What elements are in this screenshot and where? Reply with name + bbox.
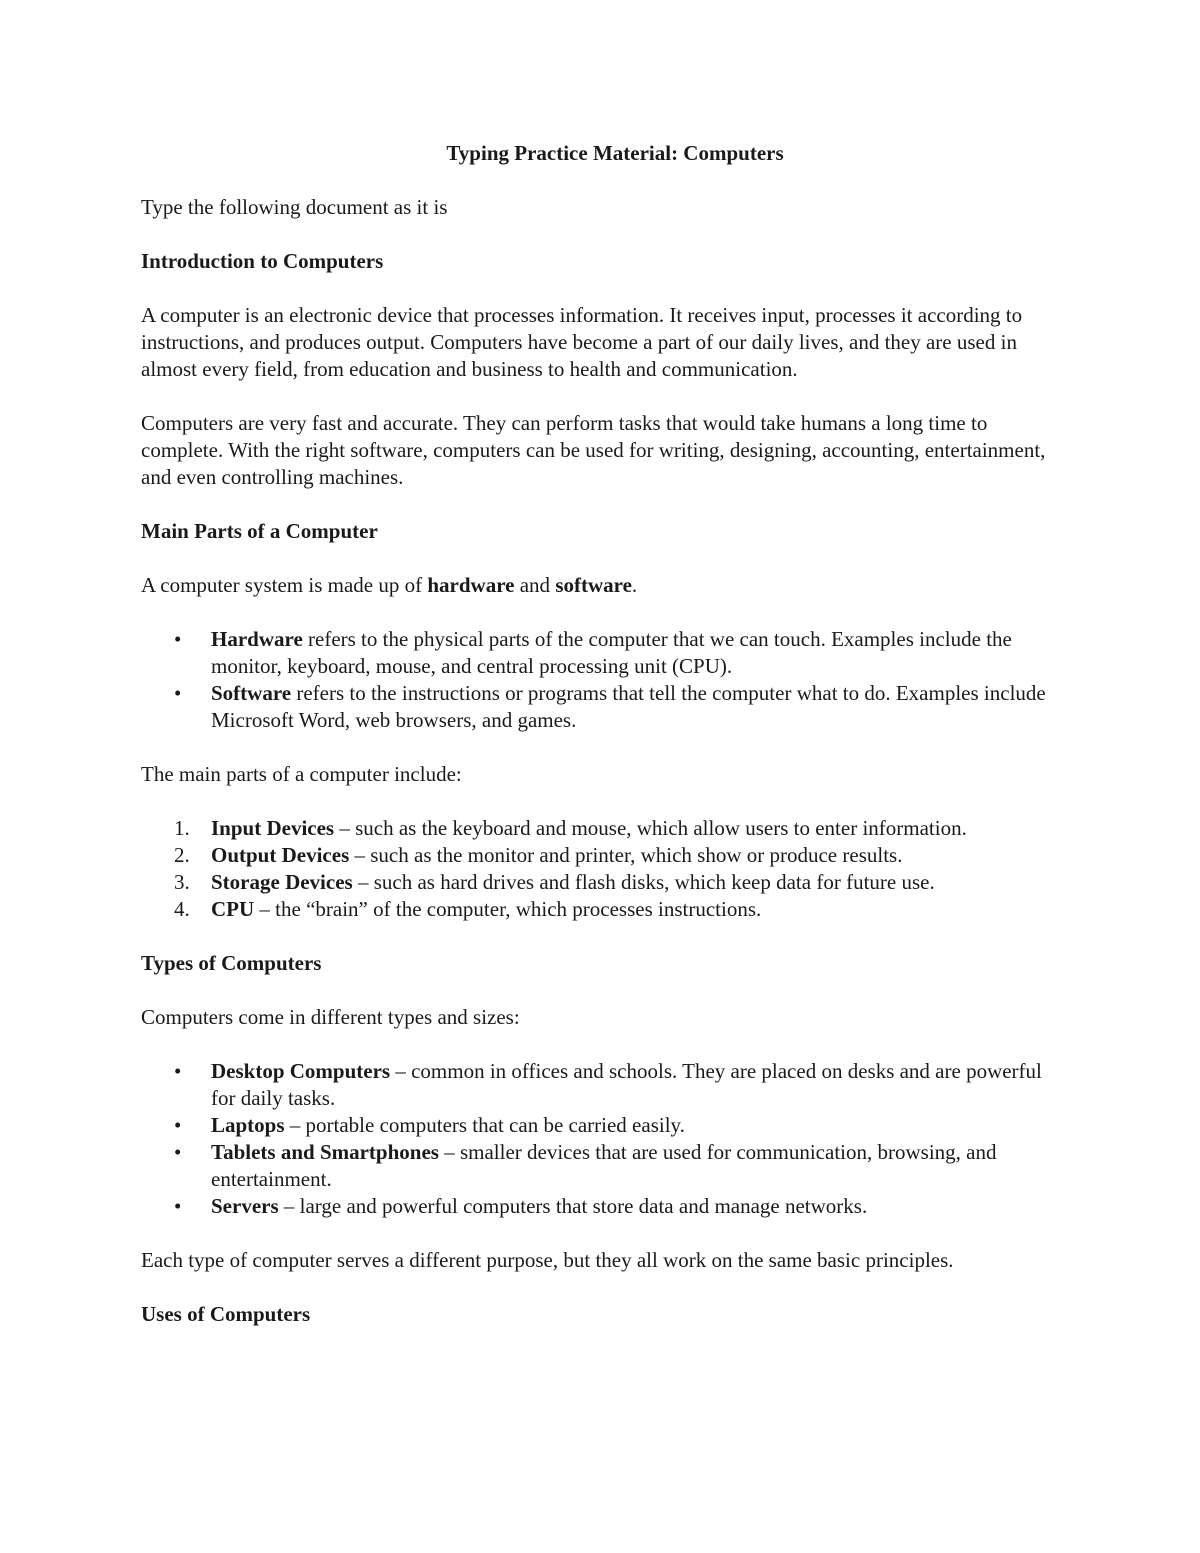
list-item-text: refers to the instructions or programs that tell the computer what to do. Examples include Microsoft Word, web browsers, and games.: [211, 681, 1046, 732]
list-item-term: Servers: [211, 1194, 279, 1218]
system-intro-pre: A computer system is made up of: [141, 573, 428, 597]
numbered-item-text: – the “brain” of the computer, which processes instructions.: [254, 897, 762, 921]
numbered-item-term: CPU: [211, 897, 255, 921]
list-item-text: – large and powerful computers that store data and manage networks.: [278, 1194, 868, 1218]
numbered-item: [141, 815, 1071, 842]
types-list: [141, 1058, 1071, 1220]
system-intro-post: .: [631, 573, 638, 597]
term-software: software: [555, 573, 632, 597]
list-item: [141, 1058, 1071, 1112]
bullet-icon: •: [174, 627, 182, 651]
list-item-term: Software: [211, 681, 292, 705]
instruction-text: Type the following document as it is: [141, 195, 448, 219]
bullet-icon: •: [174, 1113, 182, 1137]
bullet-icon: •: [174, 1059, 182, 1083]
list-item: [141, 1139, 1071, 1193]
numbered-item-text: – such as hard drives and flash disks, which keep data for future use.: [352, 870, 935, 894]
list-item-text: – common in offices and schools. They are placed on desks and are powerful for daily tasks.: [211, 1059, 1042, 1110]
numbered-item-text: – such as the monitor and printer, which show or produce results.: [349, 843, 903, 867]
list-item-term: Tablets and Smartphones: [211, 1140, 439, 1164]
numbered-item-text: – such as the keyboard and mouse, which allow users to enter information.: [334, 816, 967, 840]
list-item-term: Laptops: [211, 1113, 285, 1137]
types-closing: Each type of computer serves a different purpose, but they all work on the same basic principles.: [141, 1248, 954, 1272]
list-item: [141, 1112, 1071, 1139]
list-item-text: refers to the physical parts of the computer that we can touch. Examples include the monitor, keyboard, mouse, and central processing unit (CPU).: [211, 627, 1012, 678]
numbered-item-term: Output Devices: [211, 843, 350, 867]
bullet-icon: •: [174, 1194, 182, 1218]
intro-paragraph-1: A computer is an electronic device that processes information. It receives input, processes it according to instructions, and produces output. Computers have become a part of our daily lives, and they are used in almost every field, from education and business to health and communication.: [141, 303, 1023, 381]
list-item: [141, 680, 1071, 734]
bullet-icon: •: [174, 681, 182, 705]
bullet-icon: •: [174, 1140, 182, 1164]
list-item-term: Hardware: [211, 627, 303, 651]
list-item-term: Desktop Computers: [211, 1059, 391, 1083]
numbered-item-term: Input Devices: [211, 816, 335, 840]
term-hardware: hardware: [427, 573, 515, 597]
numbered-item: [141, 896, 1071, 923]
list-item: [141, 1193, 1071, 1220]
numbered-item: [141, 842, 1071, 869]
item-number: 1.: [174, 816, 190, 840]
main-parts-numbered-list: [141, 815, 1071, 923]
hardware-software-list: [141, 626, 1071, 734]
numbered-item-term: Storage Devices: [211, 870, 353, 894]
item-number: 2.: [174, 843, 190, 867]
list-item-text: – smaller devices that are used for communication, browsing, and entertainment.: [211, 1140, 997, 1191]
item-number: 4.: [174, 897, 190, 921]
document-title: Typing Practice Material: Computers: [446, 141, 784, 165]
intro-paragraph-2: Computers are very fast and accurate. They can perform tasks that would take humans a long time to complete. With the right software, computers can be used for writing, designing, accounting, entertainment, and even controlling machines.: [141, 411, 1046, 489]
main-parts-intro: The main parts of a computer include:: [141, 762, 462, 786]
system-intro-mid: and: [514, 573, 556, 597]
item-number: 3.: [174, 870, 190, 894]
section-heading-introduction: Introduction to Computers: [141, 249, 384, 273]
section-heading-uses: Uses of Computers: [141, 1302, 311, 1326]
section-heading-main-parts: Main Parts of a Computer: [141, 519, 378, 543]
numbered-item: [141, 869, 1071, 896]
list-item: [141, 626, 1071, 680]
section-heading-types: Types of Computers: [141, 951, 322, 975]
document-page: [141, 140, 1071, 1355]
list-item-text: – portable computers that can be carried easily.: [284, 1113, 685, 1137]
types-intro: Computers come in different types and sizes:: [141, 1005, 520, 1029]
system-intro-paragraph: [141, 572, 1071, 599]
